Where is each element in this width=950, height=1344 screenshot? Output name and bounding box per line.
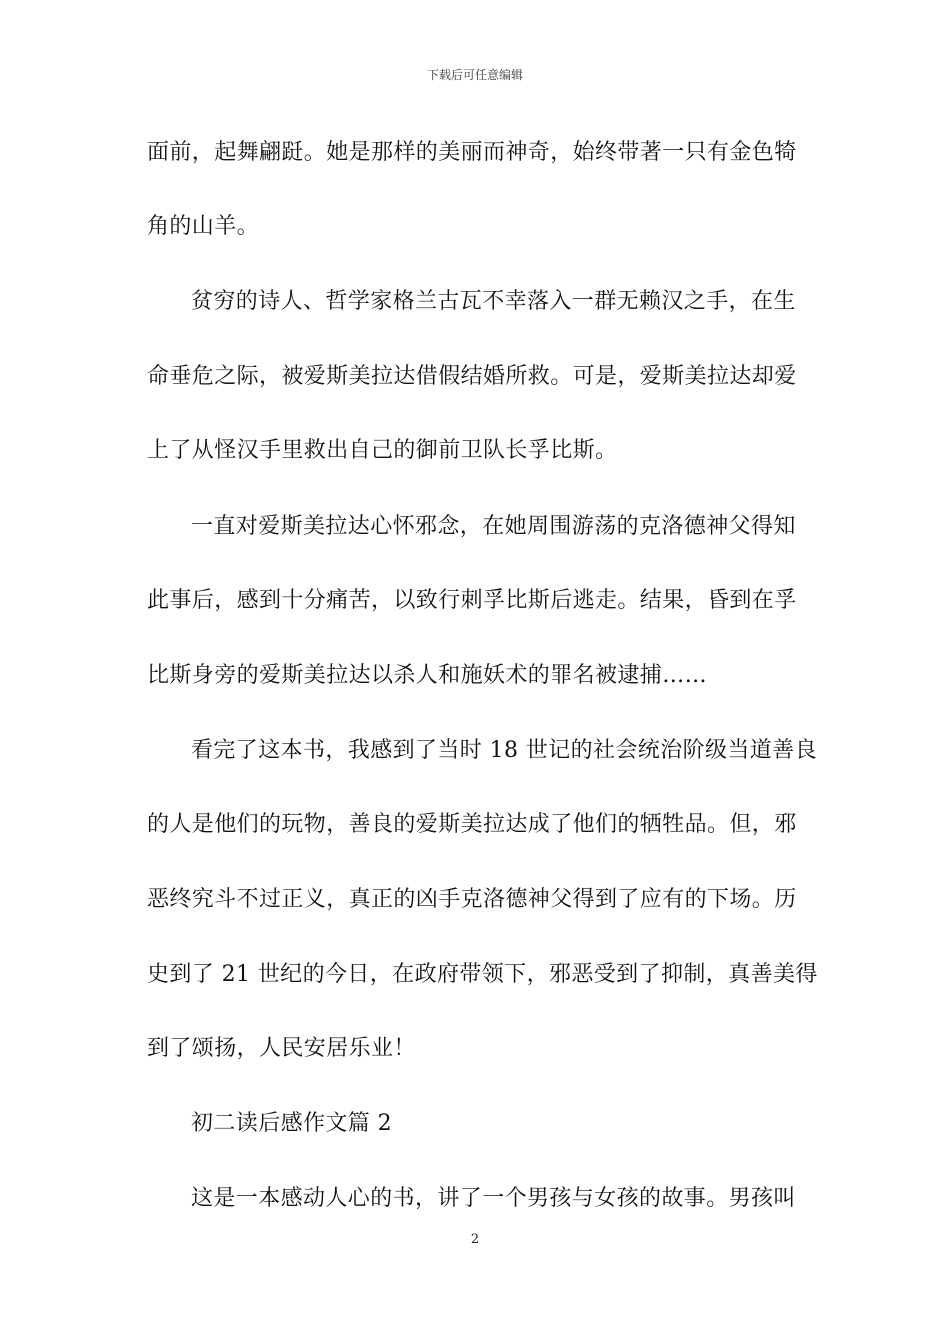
text-line: 角的山羊。 xyxy=(147,214,260,239)
text-line: 命垂危之际，被爱斯美拉达借假结婚所救。可是，爱斯美拉达却爱 xyxy=(147,364,797,389)
section-heading: 初二读后感作文篇 2 xyxy=(191,1111,392,1136)
page-number: 2 xyxy=(470,1232,480,1247)
text-line: 恶终究斗不过正义，真正的凶手克洛德神父得到了应有的下场。历 xyxy=(147,887,797,912)
text-line: 一直对爱斯美拉达心怀邪念，在她周围游荡的克洛德神父得知 xyxy=(191,514,796,539)
text-line: 这是一本感动人心的书，讲了一个男孩与女孩的故事。男孩叫 xyxy=(191,1186,796,1211)
text-line: 的人是他们的玩物，善良的爱斯美拉达成了他们的牺牲品。但，邪 xyxy=(147,812,797,837)
text-line: 到了颂扬，人民安居乐业！ xyxy=(147,1036,416,1061)
header-note: 下载后可任意编辑 xyxy=(426,68,523,82)
text-line: 贫穷的诗人、哲学家格兰古瓦不幸落入一群无赖汉之手，在生 xyxy=(191,289,796,314)
text-line: 看完了这本书，我感到了当时 18 世记的社会统治阶级当道善良 xyxy=(191,738,817,763)
text-line: 面前，起舞翩跹。她是那样的美丽而神奇，始终带著一只有金色犄 xyxy=(147,140,797,165)
text-line: 史到了 21 世纪的今日，在政府带领下，邪恶受到了抑制，真善美得 xyxy=(147,962,818,987)
text-line: 比斯身旁的爱斯美拉达以杀人和施妖术的罪名被逮捕…… xyxy=(147,663,708,688)
text-line: 此事后，感到十分痛苦，以致行刺孚比斯后逃走。结果，昏到在孚 xyxy=(147,588,797,613)
text-line: 上了从怪汉手里救出自己的御前卫队长孚比斯。 xyxy=(147,438,618,463)
